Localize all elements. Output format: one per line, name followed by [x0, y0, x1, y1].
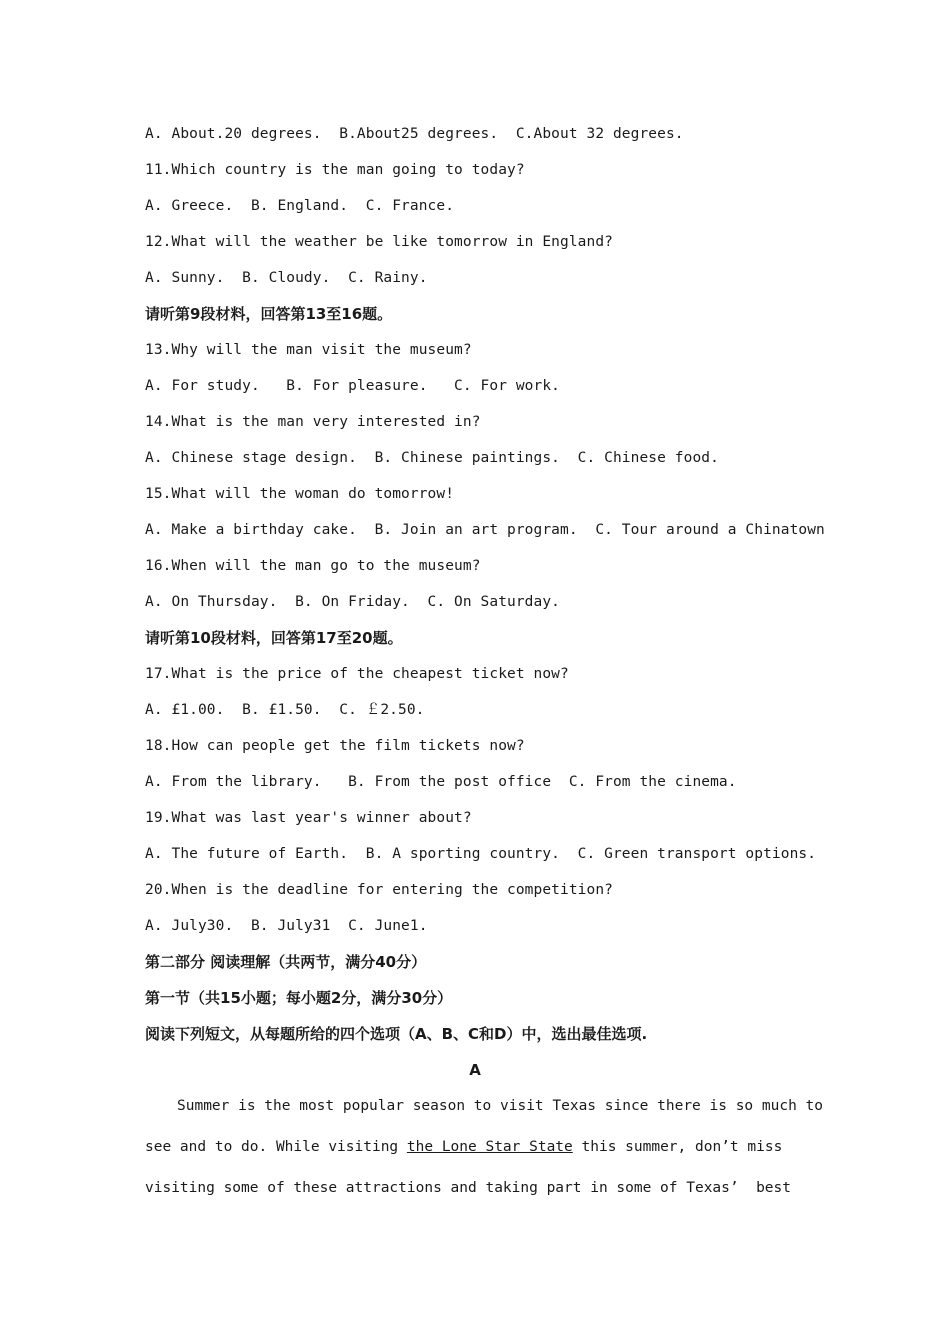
passage-line-1: Summer is the most popular season to visit Texas since there is so much to	[177, 1098, 824, 1114]
q10-options: A. About.20 degrees. B.About25 degrees. C.About 32 degrees.	[145, 126, 684, 142]
q16-question: 16.When will the man go to the museum?	[145, 558, 481, 574]
q14-question: 14.What is the man very interested in?	[145, 414, 481, 430]
q14-options: A. Chinese stage design. B. Chinese paintings. C. Chinese food.	[145, 450, 719, 466]
q12-question: 12.What will the weather be like tomorrow in England?	[145, 234, 613, 250]
document-page	[145, 124, 825, 1219]
reading-instructions: 阅读下列短文，从每题所给的四个选项（A、B、C和D）中，选出最佳选项.	[145, 1025, 648, 1043]
q11-question: 11.Which country is the man going to today?	[145, 162, 525, 178]
q19-options: A. The future of Earth. B. A sporting country. C. Green transport options.	[145, 846, 817, 862]
passage-line-2-end: this summer, don’t miss	[572, 1139, 783, 1155]
part-two-heading: 第二部分 阅读理解（共两节，满分40分）	[145, 953, 427, 971]
q18-options: A. From the library. B. From the post office C. From the cinema.	[145, 774, 737, 790]
passage-line-3: visiting some of these attractions and taking part in some of Texas’ best	[145, 1180, 792, 1196]
q19-question: 19.What was last year's winner about?	[145, 810, 472, 826]
q20-question: 20.When is the deadline for entering the competition?	[145, 882, 613, 898]
q17-question: 17.What is the price of the cheapest ticket now?	[145, 666, 569, 682]
q20-options: A. July30. B. July31 C. June1.	[145, 918, 428, 934]
q15-options: A. Make a birthday cake. B. Join an art program. C. Tour around a Chinatown	[145, 522, 825, 538]
q16-options: A. On Thursday. B. On Friday. C. On Saturday.	[145, 594, 560, 610]
q12-options: A. Sunny. B. Cloudy. C. Rainy.	[145, 270, 428, 286]
q18-question: 18.How can people get the film tickets now?	[145, 738, 525, 754]
q13-question: 13.Why will the man visit the museum?	[145, 342, 472, 358]
passage-line-2	[145, 1137, 815, 1178]
q15-question: 15.What will the woman do tomorrow!	[145, 486, 455, 502]
passage-line-2-start: see and to do. While visiting	[145, 1139, 407, 1155]
q17-options: A. £1.00. B. £1.50. C. ￡2.50.	[145, 702, 425, 718]
passage-letter: A	[469, 1061, 481, 1079]
q13-options: A. For study. B. For pleasure. C. For work.	[145, 378, 560, 394]
underlined-phrase: the Lone Star State	[406, 1139, 573, 1155]
section-heading-9: 请听第9段材料，回答第13至16题。	[145, 305, 393, 323]
section-heading-10: 请听第10段材料，回答第17至20题。	[145, 629, 403, 647]
section-one-heading: 第一节（共15小题；每小题2分，满分30分）	[145, 989, 453, 1007]
q11-options: A. Greece. B. England. C. France.	[145, 198, 455, 214]
